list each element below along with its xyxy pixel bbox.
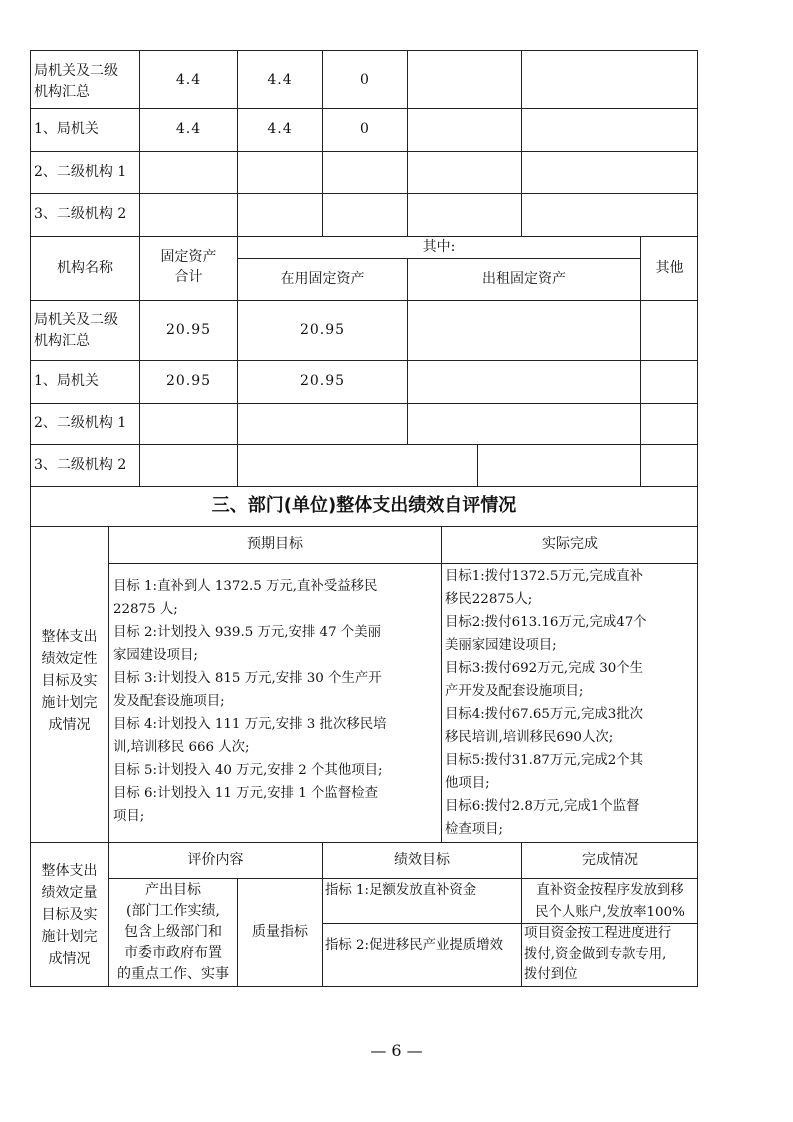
text-line: 绩效定量	[41, 885, 98, 901]
table-a-row4-name: 3、二级机构 2	[34, 206, 127, 222]
table-b-row4-name: 3、二级机构 2	[34, 457, 127, 473]
paragraph-line: 目标 5:计划投入 40 万元,安排 2 个其他项目;	[113, 763, 383, 778]
paragraph-line: 目标3:拨付692万元,完成 30个生	[445, 661, 644, 676]
paragraph-line: 目标 2:计划投入 939.5 万元,安排 47 个美丽	[113, 625, 382, 640]
page-number: — 6 —	[370, 1041, 423, 1060]
text-line: 合计	[174, 269, 203, 285]
table-b-row1-in-use: 20.95	[299, 322, 346, 338]
table-a-row2-v1: 4.4	[175, 121, 202, 137]
paragraph-line: 他项目;	[445, 776, 490, 791]
eval-content-header: 评价内容	[187, 852, 244, 868]
paragraph-line: 发及配套设施项目;	[113, 694, 225, 709]
table-a-row1-v1: 4.4	[175, 72, 202, 88]
text-line: 施计划完	[41, 929, 98, 945]
paragraph-line: 目标 6:计划投入 11 万元,安排 1 个监督检查	[113, 786, 378, 801]
paragraph-line: 目标6:拨付2.8万元,完成1个监督	[445, 799, 640, 814]
table-b-row2-in-use: 20.95	[299, 373, 346, 389]
paragraph-line: 美丽家园建设项目;	[445, 638, 557, 653]
header-fixed-asset-total	[140, 247, 237, 287]
text-line: 局机关及二级	[34, 63, 118, 79]
quality-indicator: 质量指标	[252, 924, 308, 940]
header-other: 其他	[655, 260, 684, 276]
text-line: 整体支出	[41, 863, 98, 879]
text-line: 的重点工作、实事	[117, 966, 229, 982]
indicator-1-target: 指标 1:足额发放直补资金	[325, 883, 477, 898]
paragraph-line: 目标4:拨付67.65万元,完成3批次	[445, 707, 644, 722]
text-line: 项目资金按工程进度进行	[524, 926, 672, 941]
text-line: 局机关及二级	[34, 312, 118, 328]
table-b-row3-name: 2、二级机构 1	[34, 415, 127, 431]
table-a-row1-v3: 0	[360, 72, 370, 88]
paragraph-line: 项目;	[113, 809, 145, 824]
paragraph-line: 移民22875人;	[445, 592, 533, 607]
table-b-row1-total: 20.95	[165, 322, 212, 338]
quantitative-label	[31, 860, 108, 970]
header-org-name: 机构名称	[57, 260, 113, 276]
section3-title: 三、部门(单位)整体支出绩效自评情况	[211, 495, 517, 516]
perf-target-header: 绩效目标	[394, 852, 450, 868]
text-line: 拨付,资金做到专款专用,	[524, 946, 667, 962]
qualitative-label	[31, 626, 108, 736]
indicator-2-result	[524, 924, 698, 986]
paragraph-line: 目标 3:计划投入 815 万元,安排 30 个生产开	[113, 671, 382, 686]
text-line: 成情况	[48, 717, 91, 733]
text-line: 产出目标	[145, 882, 201, 898]
paragraph-line: 移民培训,培训移民690人次;	[445, 730, 614, 745]
output-target	[109, 880, 237, 985]
text-line: 市委市政府布置	[124, 945, 222, 961]
text-line: 整体支出	[41, 629, 98, 645]
expected-targets	[113, 575, 439, 828]
table-b-row1-name	[34, 310, 118, 352]
indicator-2-target: 指标 2:促进移民产业提质增效	[325, 938, 503, 953]
table-a-row2-v2: 4.4	[267, 121, 293, 137]
paragraph-line: 训,培训移民 666 人次;	[113, 740, 250, 755]
text-line: 民个人账户,发放率100%	[535, 905, 685, 920]
header-among: 其中:	[422, 239, 456, 255]
paragraph-line: 目标 4:计划投入 111 万元,安排 3 批次移民培	[113, 717, 387, 732]
actual-completion	[445, 565, 695, 841]
text-line: (部门工作实绩,	[126, 903, 220, 919]
text-line: 拨付到位	[524, 967, 578, 982]
paragraph-line: 检查项目;	[445, 822, 504, 837]
paragraph-line: 目标1:拨付1372.5万元,完成直补	[445, 569, 644, 584]
text-line: 固定资产	[160, 249, 217, 265]
paragraph-line: 22875 人;	[113, 602, 178, 617]
table-a-row1-v2: 4.4	[267, 72, 293, 88]
table-a-row1-name	[34, 61, 118, 103]
text-line: 目标及实	[41, 907, 98, 923]
text-line: 包含上级部门和	[124, 924, 222, 940]
header-in-use-assets: 在用固定资产	[280, 271, 365, 287]
completion-header: 完成情况	[582, 852, 638, 868]
text-line: 施计划完	[41, 695, 98, 711]
paragraph-line: 目标2:拨付613.16万元,完成47个	[445, 615, 647, 630]
indicator-1-result	[523, 880, 697, 924]
actual-header: 实际完成	[542, 536, 598, 552]
text-line: 机构汇总	[34, 333, 90, 349]
table-b-row2-total: 20.95	[165, 373, 212, 389]
paragraph-line: 产开发及配套设施项目;	[445, 684, 584, 699]
text-line: 机构汇总	[34, 84, 90, 100]
paragraph-line: 目标 1:直补到人 1372.5 万元,直补受益移民	[113, 579, 378, 594]
table-a-row3-name: 2、二级机构 1	[34, 164, 127, 180]
table-a-row2-v3: 0	[360, 121, 370, 137]
paragraph-line: 目标5:拨付31.87万元,完成2个其	[445, 753, 644, 768]
text-line: 成情况	[48, 951, 91, 967]
paragraph-line: 家园建设项目;	[113, 648, 198, 663]
table-b-row2-name: 1、局机关	[34, 373, 99, 389]
text-line: 直补资金按程序发放到移	[536, 883, 684, 898]
table-a-row2-name: 1、局机关	[34, 121, 99, 137]
text-line: 目标及实	[41, 673, 98, 689]
expected-header: 预期目标	[247, 536, 303, 552]
header-rented-assets: 出租固定资产	[482, 271, 566, 287]
text-line: 绩效定性	[41, 651, 98, 667]
